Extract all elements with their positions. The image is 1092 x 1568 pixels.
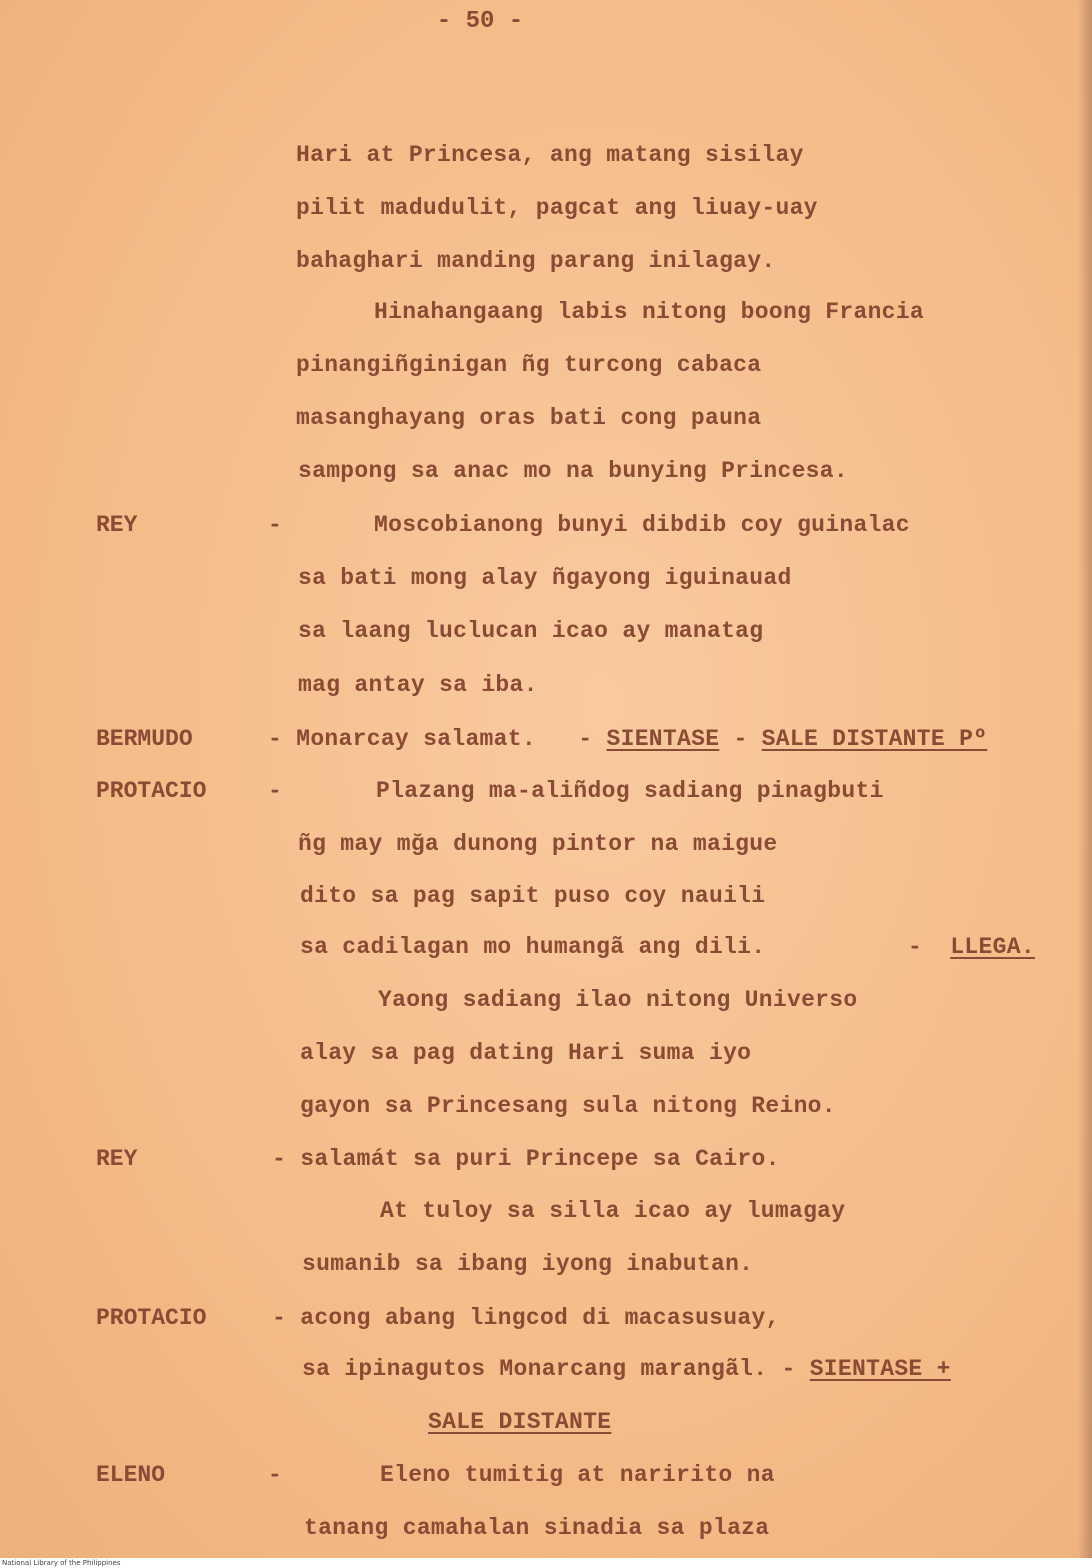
rey-line bbox=[272, 1146, 780, 1172]
protacio-line bbox=[272, 1305, 780, 1331]
text-line: dito sa pag sapit puso coy nauili bbox=[300, 883, 766, 909]
text-line: At tuloy sa silla icao ay lumagay bbox=[380, 1198, 846, 1224]
separator-dash: - bbox=[733, 726, 748, 752]
speaker-rey: REY bbox=[96, 512, 138, 538]
speaker-rey: REY bbox=[96, 1146, 138, 1172]
separator-dash: - bbox=[578, 726, 593, 752]
bermudo-line bbox=[268, 726, 987, 752]
text-line: ñg may mğa dunong pintor na maigue bbox=[298, 831, 778, 857]
page-edge-shadow bbox=[1078, 0, 1092, 1568]
stage-direction-sale-distante: SALE DISTANTE Pº bbox=[761, 726, 988, 752]
text-line: masanghayang oras bati cong pauna bbox=[296, 405, 762, 431]
stage-direction-sientase: SIENTASE bbox=[606, 726, 720, 752]
speaker-dash: - bbox=[272, 1305, 287, 1331]
speaker-dash: - bbox=[268, 778, 282, 804]
stage-direction-sale-distante: SALE DISTANTE bbox=[428, 1409, 612, 1435]
stage-direction-llega: LLEGA. bbox=[950, 934, 1035, 960]
protacio-line-2 bbox=[302, 1356, 951, 1382]
footer-band bbox=[0, 1558, 1092, 1568]
speaker-protacio: PROTACIO bbox=[96, 1305, 207, 1331]
text-line: bahaghari manding parang inilagay. bbox=[296, 248, 776, 274]
text-line: Eleno tumitig at naririto na bbox=[380, 1462, 775, 1488]
text-line: Hari at Princesa, ang matang sisilay bbox=[296, 142, 804, 168]
separator-dash: - bbox=[781, 1356, 796, 1382]
footer-credit: National Library of the Philippines bbox=[2, 1559, 121, 1567]
text-line: pinangiñginigan ñg turcong cabaca bbox=[296, 352, 762, 378]
text-line: Hinahangaang labis nitong boong Francia bbox=[374, 299, 924, 325]
speaker-protacio: PROTACIO bbox=[96, 778, 207, 804]
speaker-dash: - bbox=[268, 726, 283, 752]
text-line: Monarcay salamat. bbox=[296, 726, 536, 752]
text-line: gayon sa Princesang sula nitong Reino. bbox=[300, 1093, 836, 1119]
stage-direction-block bbox=[428, 1409, 611, 1435]
text-line: sampong sa anac mo na bunying Princesa. bbox=[298, 458, 848, 484]
speaker-eleno: ELENO bbox=[96, 1462, 166, 1488]
text-line: salamát sa puri Princepe sa Cairo. bbox=[300, 1146, 780, 1172]
text-line: Plazang ma-aliñdog sadiang pinagbuti bbox=[376, 778, 884, 804]
text-line: pilit madudulit, pagcat ang liuay-uay bbox=[296, 195, 818, 221]
text-line: acong abang lingcod di macasusuay, bbox=[300, 1305, 780, 1331]
text-line: sa laang luclucan icao ay manatag bbox=[298, 618, 764, 644]
speaker-dash: - bbox=[272, 1146, 287, 1172]
page-number: - 50 - bbox=[436, 8, 524, 35]
text-line: sumanib sa ibang iyong inabutan. bbox=[302, 1251, 754, 1277]
separator-dash: - bbox=[908, 934, 923, 960]
speaker-dash: - bbox=[268, 512, 282, 538]
text-line: Yaong sadiang ilao nitong Universo bbox=[378, 987, 858, 1013]
text-line: tanang camahalan sinadia sa plaza bbox=[304, 1515, 770, 1541]
text-line: sa cadilagan mo humangã ang dili. bbox=[300, 934, 766, 960]
llega-direction bbox=[908, 934, 1035, 960]
stage-direction-sientase: SIENTASE + bbox=[809, 1356, 951, 1382]
text-line: mag antay sa iba. bbox=[298, 672, 538, 698]
text-line: Moscobianong bunyi dibdib coy guinalac bbox=[374, 512, 910, 538]
text-line: alay sa pag dating Hari suma iyo bbox=[300, 1040, 752, 1066]
text-line: sa bati mong alay ñgayong iguinauad bbox=[298, 565, 792, 591]
speaker-bermudo: BERMUDO bbox=[96, 726, 193, 752]
speaker-dash: - bbox=[268, 1462, 282, 1488]
text-line: sa ipinagutos Monarcang marangãl. bbox=[302, 1356, 768, 1382]
